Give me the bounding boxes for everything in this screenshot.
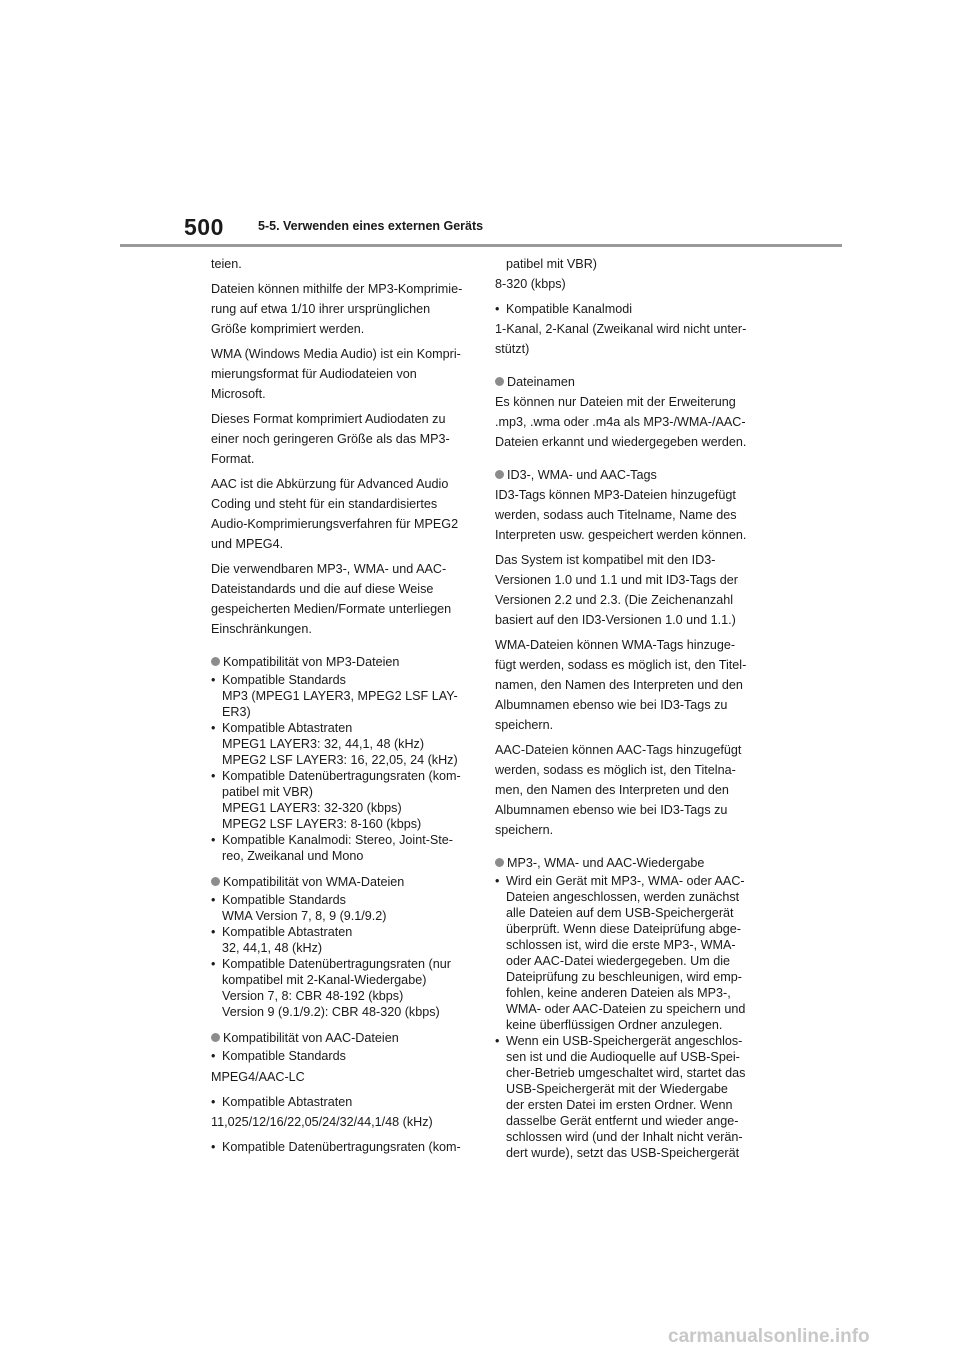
body-line: 8-320 (kbps) xyxy=(495,277,566,291)
list-detail: WMA Version 7, 8, 9 (9.1/9.2) xyxy=(222,909,387,923)
list-detail: MPEG1 LAYER3: 32-320 (kbps) xyxy=(222,801,402,815)
list-item: • Kompatible Kanalmodi xyxy=(495,299,749,319)
intro-paragraph: Dieses Format komprimiert Audiodaten zu einer noch geringeren Größe als das MP3- Format. xyxy=(211,412,450,466)
body-paragraph: Es können nur Dateien mit der Erweiterung .mp3, .wma oder .m4a als MP3-/WMA-/AAC- Dateien erkannt und wiedergegeben werden. xyxy=(495,395,747,449)
circle-bullet-icon xyxy=(211,877,220,886)
aac-heading: Kompatibilität von AAC-Dateien xyxy=(211,1030,465,1046)
list-detail: MPEG1 LAYER3: 32, 44,1, 48 (kHz) xyxy=(222,737,425,751)
intro-paragraph: Die verwendbaren MP3-, WMA- und AAC- Dateistandards und die auf diese Weise gespeicherten Medien/Formate unterliegen Einschränkungen. xyxy=(211,562,452,636)
circle-bullet-icon xyxy=(495,858,504,867)
list-detail: MP3 (MPEG1 LAYER3, MPEG2 LSF LAY- ER3) xyxy=(222,689,458,719)
right-column xyxy=(495,254,749,1161)
circle-bullet-icon xyxy=(495,377,504,386)
body-line: MPEG4/AAC-LC xyxy=(211,1070,305,1084)
circle-bullet-icon xyxy=(211,657,220,666)
list-item: • Kompatible Kanalmodi: Stereo, Joint-Ste- reo, Zweikanal und Mono xyxy=(211,832,465,864)
circle-bullet-icon xyxy=(495,470,504,479)
watermark: carmanualsonline.info xyxy=(668,1326,870,1347)
list-item: • Wird ein Gerät mit MP3-, WMA- oder AAC- Dateien angeschlossen, werden zunächst alle Dateien auf dem USB-Speichergerät überprüft. Wenn diese Dateiprüfung abge- schlossen ist, wird die erste MP3-, WMA- oder AAC-Datei wiedergegeben. Um die Dateiprüfung zu beschleunigen, wird emp- fohlen, keine anderen Dateien als MP3-, WMA- oder AAC-Dateien zu speichern und keine überflüssigen Ordner anzulegen. xyxy=(495,873,749,1033)
wma-heading: Kompatibilität von WMA-Dateien xyxy=(211,874,465,890)
list-item: • Kompatible Datenübertragungsraten (nur kompatibel mit 2-Kanal-Wiedergabe) xyxy=(211,956,465,988)
circle-bullet-icon xyxy=(211,1033,220,1042)
header-rule xyxy=(120,244,842,247)
list-item: • Kompatible Standards xyxy=(211,1048,465,1064)
list-item: • Kompatible Datenübertragungsraten (kom- patibel mit VBR) xyxy=(211,768,465,800)
list-item: • Wenn ein USB-Speichergerät angeschlos- sen ist und die Audioquelle auf USB-Spei- cher-Betrieb umgeschaltet wird, startet das USB-Speichergerät mit der Wiedergabe der ersten Datei im ersten Ordner. Wenn dasselbe Gerät entfernt und wieder ange- schlossen wird (und der Inhalt nicht verän- dert wurde), setzt das USB-Speichergerät xyxy=(495,1033,749,1161)
body-line: patibel mit VBR) xyxy=(506,257,597,271)
list-detail: 32, 44,1, 48 (kHz) xyxy=(222,941,323,955)
list-item: • Kompatible Abtastraten xyxy=(211,1092,465,1112)
list-item: • Kompatible Datenübertragungsraten (kom- xyxy=(211,1137,465,1157)
list-detail: MPEG2 LSF LAYER3: 8-160 (kbps) xyxy=(222,817,422,831)
list-item: • Kompatible Abtastraten xyxy=(211,720,465,736)
list-item: • Kompatible Abtastraten xyxy=(211,924,465,940)
body-paragraph: 1-Kanal, 2-Kanal (Zweikanal wird nicht unter- stützt) xyxy=(495,322,747,356)
list-detail: MPEG2 LSF LAYER3: 16, 22,05, 24 (kHz) xyxy=(222,753,458,767)
body-paragraph: AAC-Dateien können AAC-Tags hinzugefügt werden, sodass es möglich ist, den Titelna- men, den Namen des Interpreten und den Albumnamen ebenso wie bei ID3-Tags zu speichern. xyxy=(495,743,742,837)
tags-heading: ID3-, WMA- und AAC-Tags xyxy=(495,467,749,483)
body-paragraph: WMA-Dateien können WMA-Tags hinzuge- fügt werden, sodass es möglich ist, den Titel- namen, den Namen des Interpreten und den Albumnamen ebenso wie bei ID3-Tags zu speichern. xyxy=(495,638,747,732)
playback-heading: MP3-, WMA- und AAC-Wiedergabe xyxy=(495,855,749,871)
list-item: • Kompatible Standards xyxy=(211,672,465,688)
section-title: 5-5. Verwenden eines externen Geräts xyxy=(258,219,484,233)
body-paragraph: Das System ist kompatibel mit den ID3- Versionen 1.0 und 1.1 und mit ID3-Tags der Versionen 2.2 und 2.3. (Die Zeichenanzahl basiert auf den ID3-Versionen 1.0 und 1.1.) xyxy=(495,553,738,627)
page-number: 500 xyxy=(184,214,224,240)
list-item: • Kompatible Standards xyxy=(211,892,465,908)
intro-paragraph: Dateien können mithilfe der MP3-Komprimie- rung auf etwa 1/10 ihrer ursprünglichen Größe komprimiert werden. xyxy=(211,282,463,336)
mp3-heading: Kompatibilität von MP3-Dateien xyxy=(211,654,465,670)
list-detail: Version 9 (9.1/9.2): CBR 48-320 (kbps) xyxy=(222,1005,440,1019)
filenames-heading: Dateinamen xyxy=(495,374,749,390)
intro-paragraph: teien. xyxy=(211,257,242,271)
left-column xyxy=(211,254,465,1157)
intro-paragraph: WMA (Windows Media Audio) ist ein Kompri- mierungsformat für Audiodateien von Microsoft. xyxy=(211,347,461,401)
body-paragraph: ID3-Tags können MP3-Dateien hinzugefügt werden, sodass auch Titelname, Name des Interpreten usw. gespeichert werden können. xyxy=(495,488,747,542)
list-detail: Version 7, 8: CBR 48-192 (kbps) xyxy=(222,989,404,1003)
intro-paragraph: AAC ist die Abkürzung für Advanced Audio Coding und steht für ein standardisiertes Audio-Komprimierungsverfahren für MPEG2 und MPEG4. xyxy=(211,477,459,551)
body-line: 11,025/12/16/22,05/24/32/44,1/48 (kHz) xyxy=(211,1115,433,1129)
